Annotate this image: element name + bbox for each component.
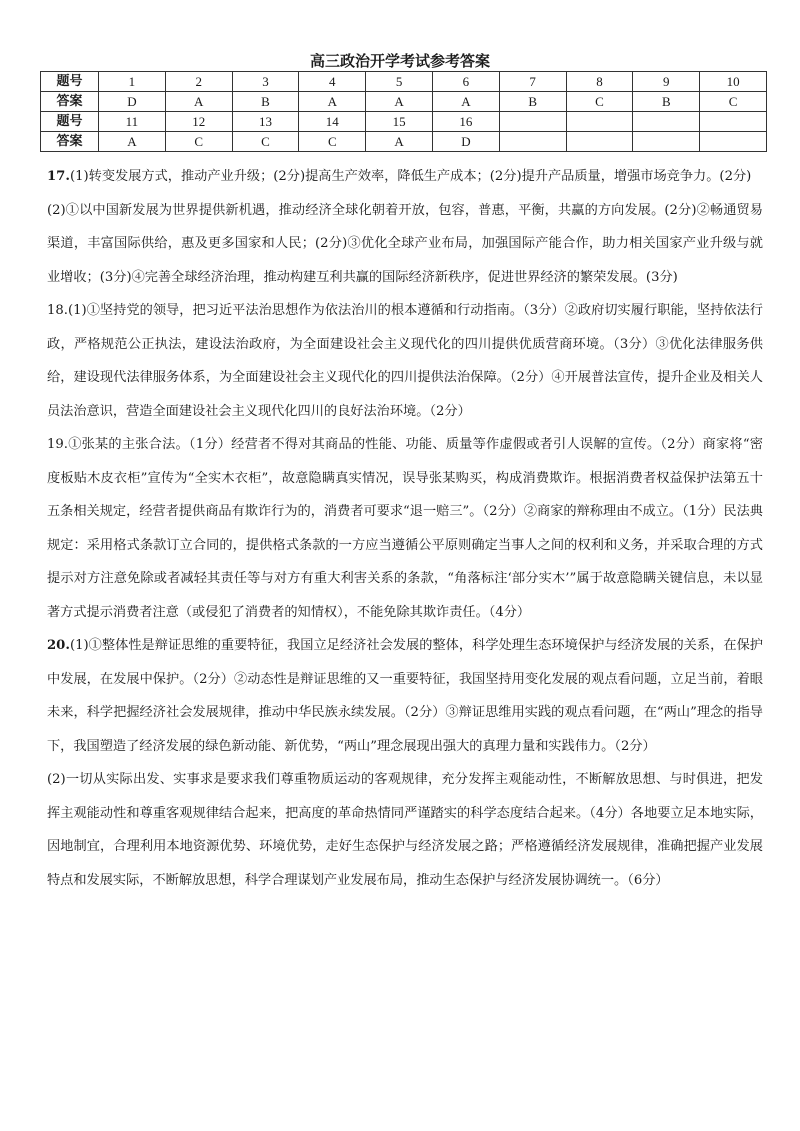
table-cell: D xyxy=(99,92,166,112)
answer-paragraph xyxy=(47,160,763,194)
row-label: 答案 xyxy=(41,92,99,112)
table-cell: 1 xyxy=(99,72,166,92)
answer-text: (2)一切从实际出发、实事求是要求我们尊重物质运动的客观规律，充分发挥主观能动性，不断解放思想、与时俱进，把发挥主观能动性和尊重客观规律结合起来，把高度的革命热情同严谨踏实的科学态度结合起来。（4分）各地要立足本地实际，因地制宜，合理利用本地资源优势、环境优势，走好生态保护与经济发展之路；严格遵循经济发展规律，准确把握产业发展特点和发展实际，不断解放思想，科学合理谋划产业发展布局，推动生态保护与经济发展协调统一。（6分） xyxy=(47,772,763,888)
table-cell: 6 xyxy=(432,72,499,92)
answer-paragraph xyxy=(47,194,763,295)
table-cell: C xyxy=(700,92,767,112)
table-cell xyxy=(633,132,700,152)
table-cell xyxy=(499,132,566,152)
table-row xyxy=(41,112,767,132)
table-row xyxy=(41,92,767,112)
table-cell xyxy=(499,112,566,132)
row-label: 题号 xyxy=(41,112,99,132)
table-cell: A xyxy=(299,92,366,112)
answer-paragraph xyxy=(47,428,763,629)
row-label: 题号 xyxy=(41,72,99,92)
table-cell xyxy=(700,132,767,152)
table-cell: 15 xyxy=(366,112,433,132)
table-cell: A xyxy=(366,132,433,152)
table-cell: 5 xyxy=(366,72,433,92)
table-cell: A xyxy=(165,92,232,112)
question-number: 20. xyxy=(47,638,70,653)
table-row xyxy=(41,132,767,152)
table-cell xyxy=(566,132,633,152)
table-cell: 10 xyxy=(700,72,767,92)
table-cell: A xyxy=(366,92,433,112)
table-cell xyxy=(700,112,767,132)
table-cell: B xyxy=(232,92,299,112)
answer-paragraph xyxy=(47,629,763,763)
question-number: 17. xyxy=(47,169,70,184)
answer-paragraph xyxy=(47,763,763,897)
answer-text: (1)转变发展方式，推动产业升级；(2分)提高生产效率，降低生产成本；(2分)提升产品质量，增强市场竞争力。(2分) xyxy=(69,169,752,184)
table-cell: A xyxy=(432,92,499,112)
table-cell xyxy=(633,112,700,132)
table-cell xyxy=(566,112,633,132)
table-cell: 9 xyxy=(633,72,700,92)
answer-paragraph xyxy=(47,294,763,428)
answer-text: 19.①张某的主张合法。（1分）经营者不得对其商品的性能、功能、质量等作虚假或者引人误解的宣传。（2分）商家将“密度板贴木皮衣柜”宣传为“全实木衣柜”，故意隐瞒真实情况，误导张某购买，构成消费欺诈。根据消费者权益保护法第五十五条相关规定，经营者提供商品有欺诈行为的，消费者可要求“退一赔三”。（2分）②商家的辩称理由不成立。（1分）民法典规定：采用格式条款订立合同的，提供格式条款的一方应当遵循公平原则确定当事人之间的权利和义务，并采取合理的方式提示对方注意免除或者减轻其责任等与对方有重大利害关系的条款，“角落标注‘部分实木’”属于故意隐瞒关键信息，未以显著方式提示消费者注意（或侵犯了消费者的知情权），不能免除其欺诈责任。（4分） xyxy=(47,437,763,620)
answer-body xyxy=(47,160,763,897)
answer-text: (1)①整体性是辩证思维的重要特征，我国立足经济社会发展的整体，科学处理生态环境保护与经济发展的关系，在保护中发展，在发展中保护。（2分）②动态性是辩证思维的又一重要特征，我国坚持用变化发展的观点看问题，立足当前，着眼未来，科学把握经济社会发展规律，推动中华民族永续发展。（2分）③辩证思维用实践的观点看问题，在“两山”理念的指导下，我国塑造了经济发展的绿色新动能、新优势，“两山”理念展现出强大的真理力量和实践伟力。（2分） xyxy=(47,638,763,754)
table-cell: D xyxy=(432,132,499,152)
table-cell: 4 xyxy=(299,72,366,92)
answer-text: (2)①以中国新发展为世界提供新机遇，推动经济全球化朝着开放，包容，普惠，平衡，共赢的方向发展。(2分)②畅通贸易渠道，丰富国际供给，惠及更多国家和人民；(2分)③优化全球产业布局，加强国际产能合作，助力相关国家产业升级与就业增收；(3分)④完善全球经济治理，推动构建互利共赢的国际经济新秩序，促进世界经济的繁荣发展。(3分) xyxy=(47,202,763,285)
table-cell: B xyxy=(633,92,700,112)
table-cell: 3 xyxy=(232,72,299,92)
table-cell: 12 xyxy=(165,112,232,132)
table-cell: 14 xyxy=(299,112,366,132)
table-cell: 16 xyxy=(432,112,499,132)
table-cell: 8 xyxy=(566,72,633,92)
table-cell: C xyxy=(566,92,633,112)
table-cell: A xyxy=(99,132,166,152)
table-cell: 13 xyxy=(232,112,299,132)
page-title: 高三政治开学考试参考答案 xyxy=(309,52,490,70)
table-row xyxy=(41,72,767,92)
table-cell: C xyxy=(165,132,232,152)
table-cell: 11 xyxy=(99,112,166,132)
table-cell: 2 xyxy=(165,72,232,92)
row-label: 答案 xyxy=(41,132,99,152)
table-cell: B xyxy=(499,92,566,112)
table-cell: C xyxy=(232,132,299,152)
table-cell: 7 xyxy=(499,72,566,92)
answer-table xyxy=(40,71,767,152)
answer-text: 18.(1)①坚持党的领导，把习近平法治思想作为依法治川的根本遵循和行动指南。（3分）②政府切实履行职能，坚持依法行政，严格规范公正执法，建设法治政府，为全面建设社会主义现代化的四川提供优质营商环境。（3分）③优化法律服务供给，建设现代法律服务体系，为全面建设社会主义现代化的四川提供法治保障。（2分）④开展普法宣传，提升企业及相关人员法治意识，营造全面建设社会主义现代化四川的良好法治环境。（2分） xyxy=(47,303,763,419)
table-cell: C xyxy=(299,132,366,152)
